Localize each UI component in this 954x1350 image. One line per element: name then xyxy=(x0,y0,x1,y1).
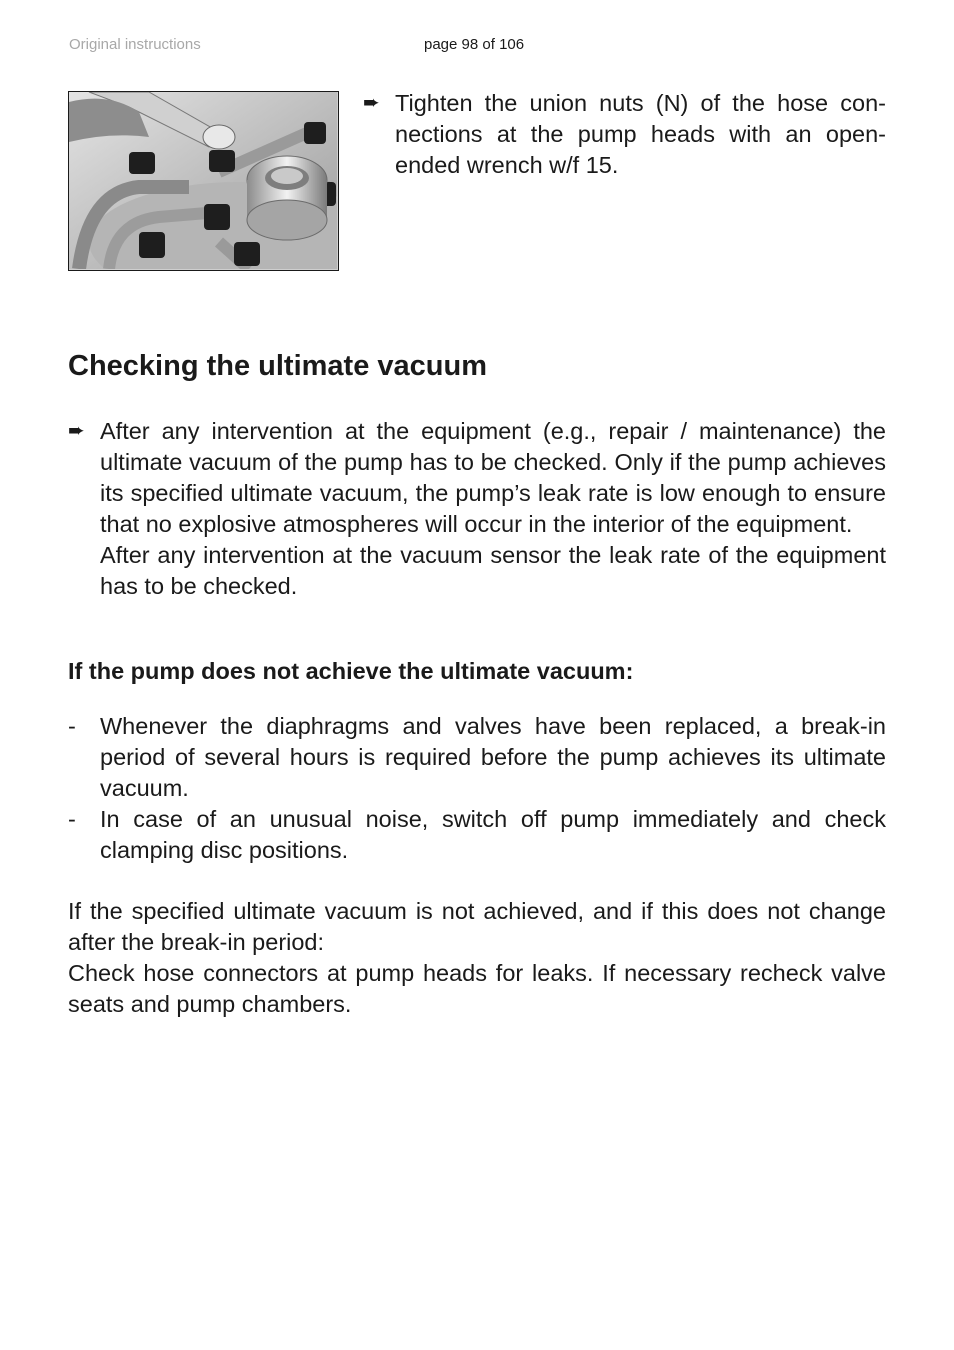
header-page-number: page 98 of 106 xyxy=(424,36,525,53)
header-document-type: Original instructions xyxy=(69,36,201,53)
arrow-bullet-icon: ➨ xyxy=(363,92,380,114)
section-para-2: After any intervention at the vacuum sensor the leak rate of the equipment has to be checked. xyxy=(100,542,886,599)
list-marker: - xyxy=(68,713,76,739)
section-heading: Checking the ultimate vacuum xyxy=(68,350,487,382)
list-marker: - xyxy=(68,806,76,832)
troubleshoot-para-2: Check hose connectors at pump heads for leaks. If necessary recheck valve seats and pump chambers. xyxy=(68,960,886,1017)
list-item xyxy=(68,711,886,804)
step-tighten-nuts xyxy=(363,88,886,181)
section-para-1: After any intervention at the equipment (e.g., repair / maintenance) the ultimate vacuum of the pump has to be checked. Only if the pump achieves its specified ultimate vacuum, the pump’s leak rate is low enough to ensure that no explosive atmospheres will occur in the interior of the equipment. xyxy=(100,418,886,537)
step-text: Tighten the union nuts (N) of the hose connections at the pump heads with an openended wrench w/f 15. xyxy=(395,90,886,178)
troubleshoot-paragraph xyxy=(68,896,886,1020)
pump-head-wrench-photo-icon xyxy=(69,92,337,269)
arrow-bullet-icon: ➨ xyxy=(68,420,85,442)
troubleshoot-list xyxy=(68,711,886,866)
section-body xyxy=(68,416,886,602)
list-item xyxy=(68,804,886,866)
figure-pump-photo xyxy=(68,91,339,271)
list-item-text: In case of an unusual noise, switch off pump immediately and check clamping disc positions. xyxy=(100,806,886,863)
troubleshoot-heading: If the pump does not achieve the ultimate vacuum: xyxy=(68,658,634,684)
list-item-text: Whenever the diaphragms and valves have been replaced, a break-in period of several hours is required before the pump achieves its ultimate vacuum. xyxy=(100,713,886,801)
troubleshoot-para-1: If the specified ultimate vacuum is not achieved, and if this does not change after the break-in period: xyxy=(68,898,886,955)
